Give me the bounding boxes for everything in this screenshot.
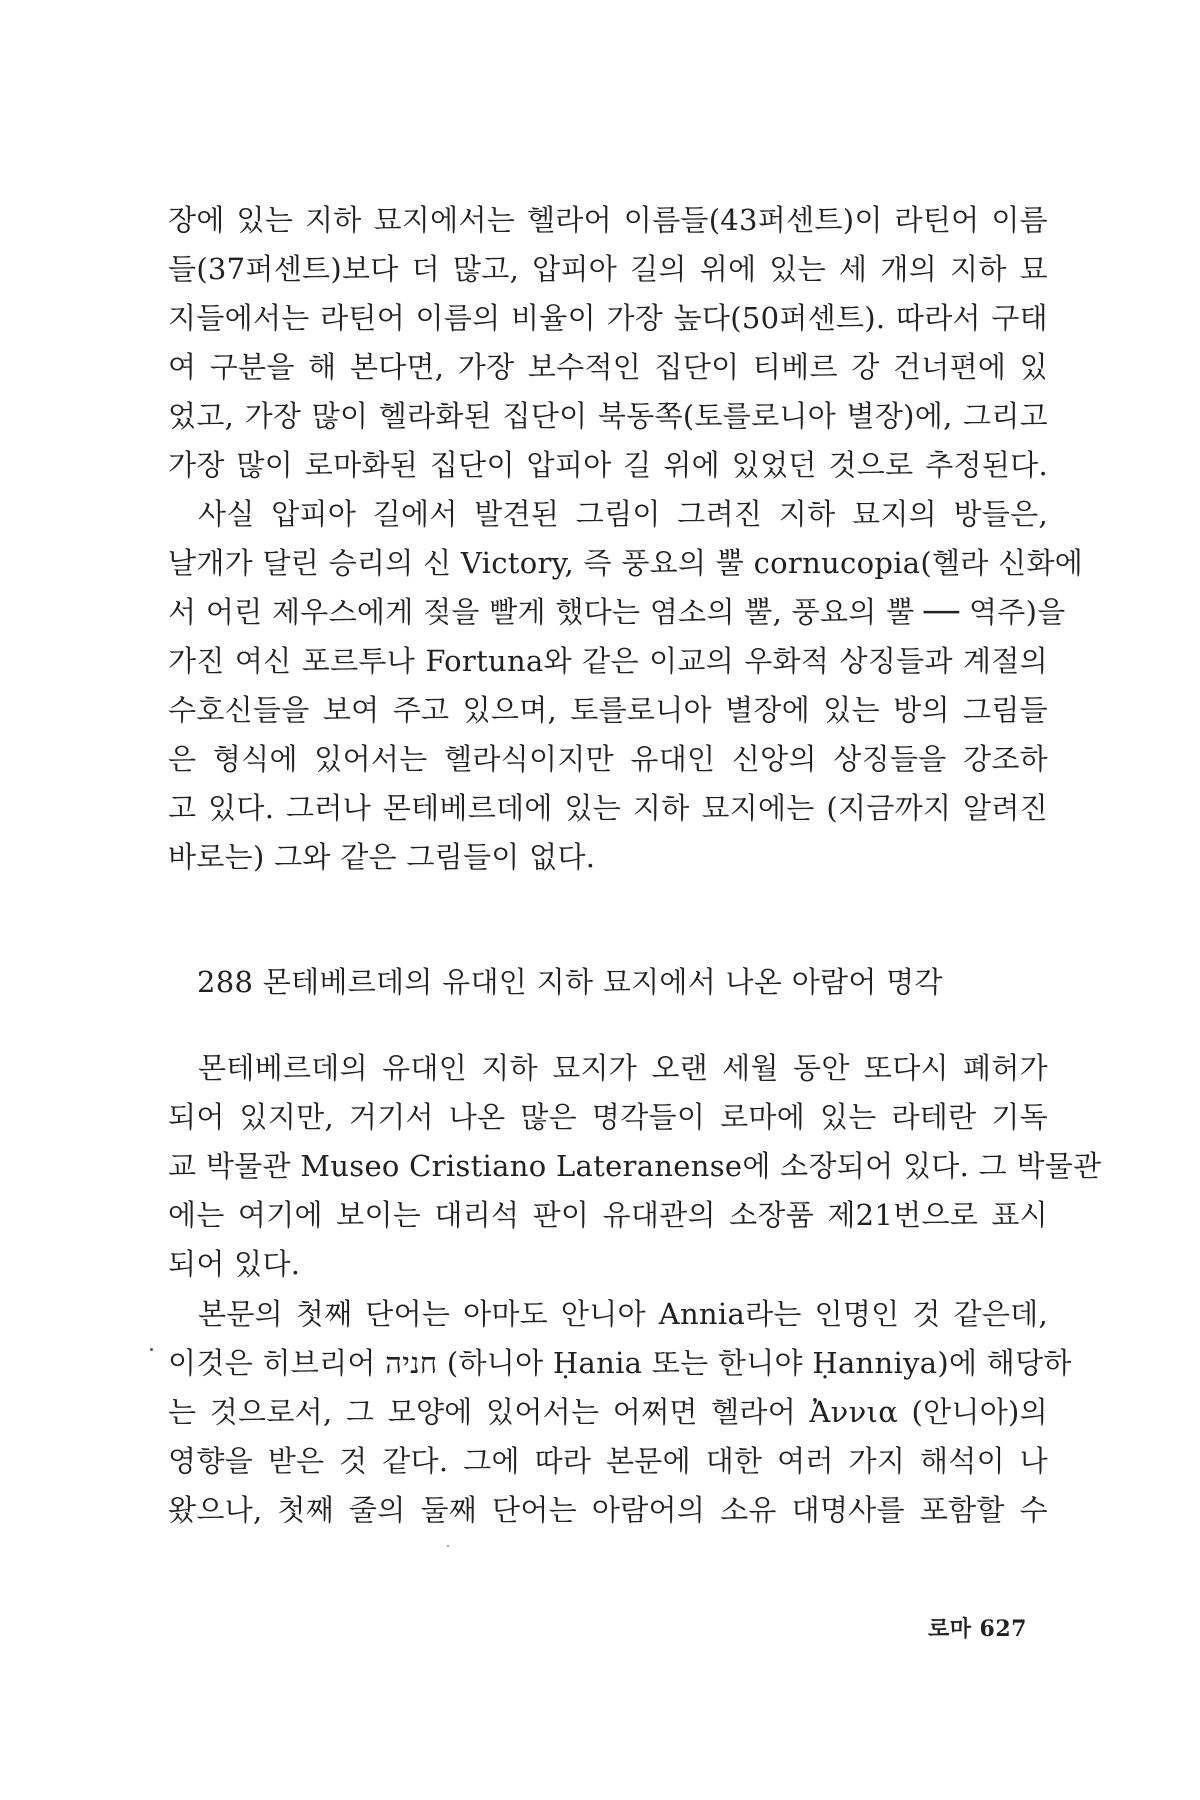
paragraph-2 [168, 490, 1084, 882]
text-line: 서 어린 제우스에게 젖을 빨게 했다는 염소의 뿔, 풍요의 뿔 ── 역주)을 [168, 595, 1066, 629]
text-line: 왔으나, 첫째 줄의 둘째 단어는 아람어의 소유 대명사를 포함할 수 [168, 1493, 1048, 1527]
text-line: 영향을 받은 것 같다. 그에 따라 본문에 대한 여러 가지 해석이 나 [168, 1444, 1048, 1478]
text-line: 되어 있지만, 거기서 나온 많은 명각들이 로마에 있는 라테란 기독 [168, 1100, 1048, 1134]
text-line: 들(37퍼센트)보다 더 많고, 압피아 길의 위에 있는 세 개의 지하 묘 [168, 252, 1048, 286]
text-line: 수호신들을 보여 주고 있으며, 토를로니아 별장에 있는 방의 그림들 [168, 693, 1048, 727]
text-line: 고 있다. 그러나 몬테베르데에 있는 지하 묘지에는 (지금까지 알려진 [168, 791, 1048, 825]
text-line: 이것은 히브리어 חניה (하니아 Ḥania 또는 한니야 Ḥanniya)에 해당하 [168, 1346, 1072, 1380]
text-line: 바로는) 그와 같은 그림들이 없다. [168, 840, 596, 874]
text-line: 었고, 가장 많이 헬라화된 집단이 북동쪽(토를로니아 별장)에, 그리고 [168, 399, 1048, 433]
text-line: 에는 여기에 보이는 대리석 판이 유대관의 소장품 제21번으로 표시 [168, 1198, 1048, 1232]
paragraph-3 [168, 1044, 1102, 1289]
section-heading: 288 몬테베르데의 유대인 지하 묘지에서 나온 아람어 명각 [197, 965, 943, 999]
text-line: 사실 압피아 길에서 발견된 그림이 그려진 지하 묘지의 방들은, [198, 497, 1048, 531]
paragraph-4 [168, 1290, 1072, 1535]
paragraph-1 [168, 196, 1048, 490]
text-line: 가진 여신 포르투나 Fortuna와 같은 이교의 우화적 상징들과 계절의 [168, 644, 1048, 678]
text-line: 몬테베르데의 유대인 지하 묘지가 오랜 세월 동안 또다시 폐허가 [198, 1051, 1048, 1085]
text-line: 교 박물관 Museo Cristiano Lateranense에 소장되어 있다. 그 박물관 [168, 1149, 1102, 1183]
text-line: 날개가 달린 승리의 신 Victory, 즉 풍요의 뿔 cornucopia(헬라 신화에 [168, 546, 1084, 580]
text-line: 지들에서는 라틴어 이름의 비율이 가장 높다(50퍼센트). 따라서 구태 [168, 301, 1048, 335]
page-number: 627 [979, 1616, 1027, 1642]
text-line: 는 것으로서, 그 모양에 있어서는 어쩌면 헬라어 Ἀννια (안니아)의 [168, 1395, 1048, 1429]
stray-mark [447, 1545, 449, 1547]
stray-mark [150, 1348, 153, 1351]
running-head: 로마 [928, 1616, 972, 1642]
text-line: 은 형식에 있어서는 헬라식이지만 유대인 신앙의 상징들을 강조하 [168, 742, 1048, 776]
text-line: 가장 많이 로마화된 집단이 압피아 길 위에 있었던 것으로 추정된다. [168, 448, 1048, 482]
text-line: 되어 있다. [168, 1247, 301, 1281]
text-line: 본문의 첫째 단어는 아마도 안니아 Annia라는 인명인 것 같은데, [198, 1297, 1048, 1331]
page-footer [928, 1612, 1035, 1643]
text-line: 여 구분을 해 본다면, 가장 보수적인 집단이 티베르 강 건너편에 있 [168, 350, 1048, 384]
text-line: 장에 있는 지하 묘지에서는 헬라어 이름들(43퍼센트)이 라틴어 이름 [168, 203, 1048, 237]
